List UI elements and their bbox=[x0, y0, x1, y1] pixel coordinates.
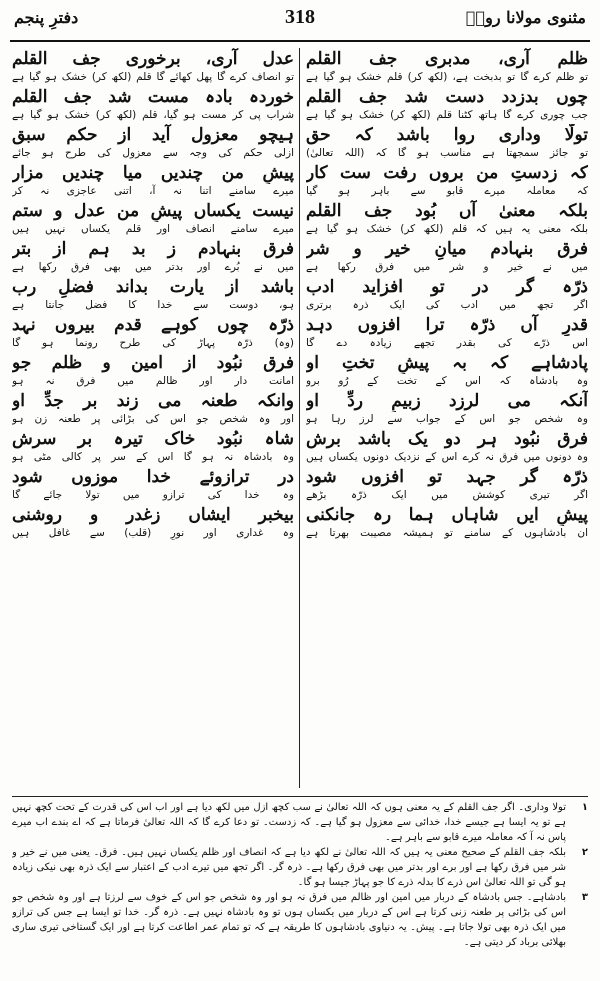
footnote-text: بادشاہے۔ جس بادشاہ کے دربار میں امین اور ظالم میں فرق نہ ہو اور وہ شخص جو اس کے خوف سے لرزتا ہے اور وہ شخص جو اس کی بڑائی پر طعنہ زنی کرتا ہے اس کے دربار میں یکساں ہوں تو وہ بادشاہ نہیں ہے۔ ذرہ گر۔ خدا تو ایسا ہے جس کی ترازو میں ایک ذرہ بھی تولا جاتا ہے۔ پیش۔ یہ دنیاوی بادشاہوں کا طریقہ ہے کہ تو تمام عمر اطاعت کرتا ہے اور ایک گستاخی تیری ساری بھلائی برباد کر دیتی ہے۔ bbox=[12, 892, 566, 948]
translation-line: (وہ) ذرّہ پہاڑ کی طرح رونما ہو گا bbox=[12, 337, 294, 349]
translation-line: شراب پی کر مست ہو گیا، قلم (لکھ کر) خشک ہو گیا ہے bbox=[12, 109, 294, 121]
right-column bbox=[306, 48, 588, 788]
translation-line: میں نے خیر و شر میں فرق رکھا ہے bbox=[306, 261, 588, 273]
footnote-marker: ۳ bbox=[581, 892, 588, 903]
translation-line: میرے سامنے اتنا نہ آ، اتنی عاجزی نہ کر bbox=[12, 185, 294, 197]
verse-line: پادشاہے کہ بہ پیشِ تختِ او bbox=[306, 353, 588, 373]
verse-line: بیخبر ایشاں زغدر و روشنی bbox=[12, 505, 294, 525]
verse-line: ذرّہ گر جہد تو افزوں شود bbox=[306, 467, 588, 487]
translation-line: وہ بادشاہ کہ اس کے تخت کے رُو برو bbox=[306, 375, 588, 387]
translation-line: اس ذرّے کی بقدر تجھے زیادہ دے گا bbox=[306, 337, 588, 349]
verse-line: تولّا وداری روا باشد کہ حق bbox=[306, 125, 588, 145]
translation-line: ازلی حکم کی وجہ سے معزول کی طرح ہو جائے bbox=[12, 147, 294, 159]
verse-line: پیشِ من چندیں میا چندیں مزار bbox=[12, 163, 294, 183]
verse-line: ہیچو معزول آید از حکم سبق bbox=[12, 125, 294, 145]
verse-line: در ترازوئے خدا موزوں شود bbox=[12, 467, 294, 487]
translation-line: اور وہ شخص جو اس کی بڑائی پر طعنہ زن ہو bbox=[12, 413, 294, 425]
left-column bbox=[12, 48, 294, 788]
book-title: مثنوی مولانا رومؒ bbox=[465, 8, 586, 27]
translation-line: اگر تیری کوشش میں ایک ذرّہ بڑھے bbox=[306, 489, 588, 501]
verse-line: فرق بنہادم ز بد ہم از بتر bbox=[12, 239, 294, 259]
verse-line: ظلم آری، مدبری جف القلم bbox=[306, 49, 588, 69]
verse-line: ذرّہ چوں کوہے قدم بیروں نہد bbox=[12, 315, 294, 335]
page-header bbox=[10, 6, 590, 42]
verse-line: بلکہ معنیٰ آں بُود جف القلم bbox=[306, 201, 588, 221]
translation-line: وہ غداری اور نورِ (قلب) سے غافل ہیں bbox=[12, 527, 294, 539]
column-divider bbox=[299, 48, 300, 788]
translation-line: وہ شخص جو اس کے جواب سے لرز رہا ہو bbox=[306, 413, 588, 425]
translation-line: وہ بادشاہ نہ ہو گا اس کے سر پر کالی مٹی ہو bbox=[12, 451, 294, 463]
verse-line: خوردہ بادہ مست شد جف القلم bbox=[12, 87, 294, 107]
verse-columns bbox=[12, 48, 588, 788]
verse-line: فرق نبُود ہر دو یک باشد برش bbox=[306, 429, 588, 449]
translation-line: وہ خدا کی ترازو میں تولا جائے گا bbox=[12, 489, 294, 501]
verse-line: چوں بدزدد دست شد جف القلم bbox=[306, 87, 588, 107]
verse-line: کہ زدستِ من بروں رفت ست کار bbox=[306, 163, 588, 183]
translation-line: وہ دونوں میں فرق نہ کرے اس کے نزدیک دونوں یکساں ہیں bbox=[306, 451, 588, 463]
verse-line: باشد از یارت بداند فضلِ رب bbox=[12, 277, 294, 297]
verse-line: فرق بنہادم میانِ خیر و شر bbox=[306, 239, 588, 259]
translation-line: تو جائز سمجھتا ہے مناسب ہو گا کہ (اللہ تعالیٰ) bbox=[306, 147, 588, 159]
verse-line: پیشِ ایں شاہاں ہما رہ جانکنی bbox=[306, 505, 588, 525]
translation-line: میرے سامنے انصاف اور قلم یکساں نہیں ہیں bbox=[12, 223, 294, 235]
footnote-marker: ۱ bbox=[581, 802, 588, 813]
translation-line: اگر تجھ میں ادب کی ایک ذرہ برتری bbox=[306, 299, 588, 311]
translation-line: ان بادشاہوں کے سامنے تو ہمیشہ مصیبت بھرتا ہے bbox=[306, 527, 588, 539]
page-number: 318 bbox=[285, 6, 315, 28]
translation-line: میں نے بُرے اور بدتر میں بھی فرق رکھا ہے bbox=[12, 261, 294, 273]
translation-line: کہ معاملہ میرے قابو سے باہر ہو گیا bbox=[306, 185, 588, 197]
footnote bbox=[12, 890, 588, 950]
translation-line: امانت دار اور ظالم میں فرق نہ ہو bbox=[12, 375, 294, 387]
footnote-text: تولا وداری۔ اگر جف القلم کے یہ معنی ہوں کہ اللہ تعالیٰ نے سب کچھ ازل میں لکھ دیا ہے اور اب اس کی قدرت کے تحت کچھ نہیں ہے تو یہ ایسا ہے جیسے خدا، خدائی سے معزول ہو گیا ہے۔ کہ زدست۔ تو دعا کرے گا کہ اللہ تعالیٰ فرماتا ہے کہ اے بندے اب میرے پاس نہ آ کہ معاملہ میرے قابو سے باہر ہے۔ bbox=[12, 802, 566, 843]
footnotes bbox=[12, 800, 588, 975]
verse-line: شاہ نبُود خاک تیرہ بر سرش bbox=[12, 429, 294, 449]
verse-line: نیست یکساں پیشِ من عدل و ستم bbox=[12, 201, 294, 221]
footnote bbox=[12, 800, 588, 845]
section-title: دفترِ پنجم bbox=[14, 8, 79, 27]
translation-line: تو ظلم کرے گا تو بدبخت ہے، (لکھ کر) قلم خشک ہو گیا ہے bbox=[306, 71, 588, 83]
footnote-marker: ۲ bbox=[581, 847, 588, 858]
footnote bbox=[12, 845, 588, 890]
footnote-text: بلکہ جف القلم کے صحیح معنی یہ ہیں کہ اللہ تعالیٰ نے لکھ دیا ہے کہ انصاف اور ظلم یکساں نہیں ہیں۔ فرق۔ یعنی میں نے خیر و شر میں فرق رکھا ہے اور برے اور بدتر میں بھی فرق رکھا ہے۔ ذرہ گر۔ اگر تجھ میں تیرے ادب کے اعتبار سے ایک ذرہ بھی نیکی زیادہ ہو گی تو اللہ تعالیٰ اس ذرے کا بدلہ ذرے کا جو پہاڑ جیسا ہو گا۔ bbox=[12, 847, 566, 888]
verse-line: عدل آری، برخوری جف القلم bbox=[12, 49, 294, 69]
verse-line: آنکہ می لرزد زبیمِ ردِّ او bbox=[306, 391, 588, 411]
translation-line: بلکہ معنی یہ ہیں کہ قلم (لکھ کر) خشک ہو گیا ہے bbox=[306, 223, 588, 235]
verse-line: وانکہ طعنہ می زند بر جدِّ او bbox=[12, 391, 294, 411]
translation-line: ہو، دوست سے خدا کا فضل جانتا ہے bbox=[12, 299, 294, 311]
verse-line: فرق نبُود از امین و ظلم جو bbox=[12, 353, 294, 373]
header-rule bbox=[10, 40, 590, 42]
verse-line: ذرّہ گر در تو افزاید ادب bbox=[306, 277, 588, 297]
translation-line: جب چوری کرے گا ہاتھ کٹنا قلم (لکھ کر) خشک ہو گیا ہے bbox=[306, 109, 588, 121]
footnote-rule bbox=[12, 796, 588, 797]
translation-line: تو انصاف کرے گا پھل کھائے گا قلم (لکھ کر) خشک ہو گیا ہے bbox=[12, 71, 294, 83]
verse-line: قدرِ آں ذرّہ ترا افزوں دہد bbox=[306, 315, 588, 335]
